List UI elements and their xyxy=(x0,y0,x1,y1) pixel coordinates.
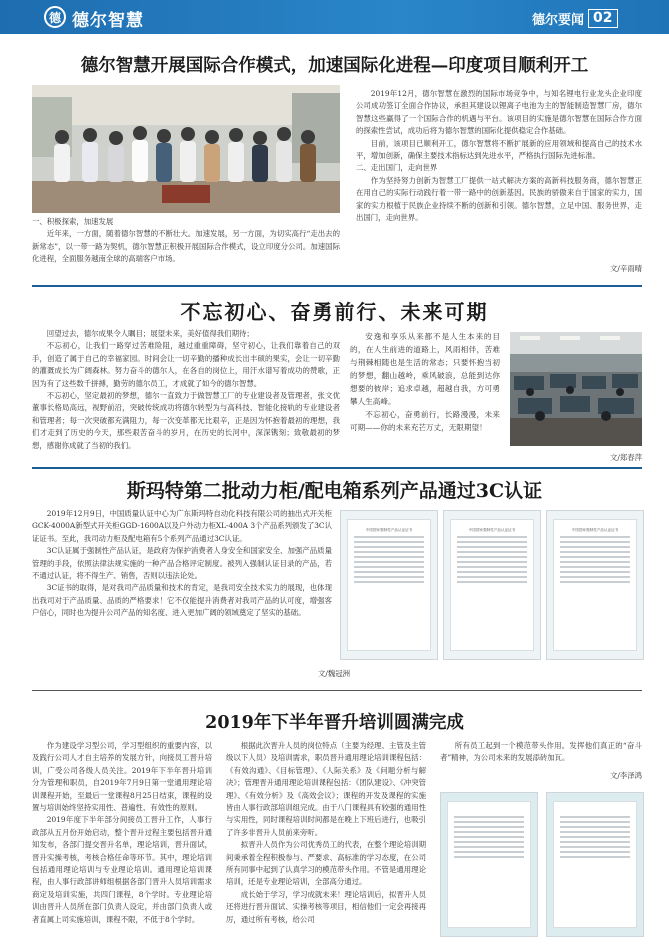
article2-para: 不忘初心，让我们一路穿过苦难险阻，越过重重障碍，坚守初心，让我们靠着自己的双手，创造了属于自己的幸福家园。时间会让一切辛勤的播种成长出丰硕的果实，会让一切辛勤的灌溉成长为广阔森林。努力奋斗的德尔人，在各自的岗位上，用汗水谱写着成功的赞歌，正因为有了这些数千拼搏，勤劳的德尔员工，才成就了如今的德尔智慧。 xyxy=(32,341,340,388)
article4-title: 2019年下半年晋升培训圆满完成 xyxy=(205,713,464,733)
article3-para: 3C证书的取得，是对我司产品质量和技术的肯定，是我司安全技术实力的展现，也体现出我司对于产品质量、品质的严格要求！它不仅能提升消费者对我司产品的认可度，增强客户信心，同时也为提升公司产品的知名度、进入更加广阔的领域奠定了坚实的基础。 xyxy=(32,583,332,618)
article1-left-para: 近年来，一方面，随着德尔智慧的不断壮大。加速发展，另一方面，为切实高行“走出去的新常态”，以一带一路为契机，德尔智慧正积极开展国际合作模式，设立印度分公司。加速国际化进程，全面服务越南全球的高端客户市场。 xyxy=(32,229,340,264)
certificate-3 xyxy=(546,510,644,660)
article4-col1 xyxy=(32,740,212,926)
article1-left-text xyxy=(32,216,340,266)
group-photo-image xyxy=(32,85,340,213)
brand-name: 德尔智慧 xyxy=(72,11,144,31)
article1-title: 德尔智慧开展国际合作模式，加速国际化进程—印度项目顺利开工 xyxy=(80,56,589,76)
article4-para: 拟晋升人员作为公司优秀员工的代表，在整个理论培训期间秉承着全程积极参与、严要求、高标准的学习态度，在公司所有同事中起到了认真学习的模范带头作用。不管是通用理论培训，还是专业理论培训，全部高分通过。 xyxy=(226,840,426,887)
certificate-1 xyxy=(340,510,438,660)
article1-right-para: 2019年12月，德尔智慧在激烈的国际市场竞争中，与知名锂电行业龙头企业印度公司成功签订全面合作协议，承担其建设以锂离子电池为主的智能制造智慧厂房，德尔智慧这些赢得了一个国际合作的机遇与平台。该项目的实施是德尔智慧在国际合作方面的探索性尝试，成功后将为德尔智慧的国际化提供稳定合作基础。 xyxy=(356,89,642,136)
training-certificate-2 xyxy=(546,792,644,937)
cert-header: 中国国家强制性产品认证证书 xyxy=(468,528,516,532)
logo-icon: 德 xyxy=(44,6,66,28)
article2-left-text xyxy=(32,328,340,452)
divider xyxy=(32,690,642,691)
article2-para: 回望过去，德尔成果令人瞩目；展望未来，美好值得我们期待； xyxy=(46,329,254,338)
divider xyxy=(32,467,642,469)
article2-right-text xyxy=(350,330,500,434)
article2-title: 不忘初心、奋勇前行、未来可期 xyxy=(180,300,489,324)
article1-right-text xyxy=(356,88,642,224)
article3-title: 斯玛特第二批动力柜/配电箱系列产品通过3C认证 xyxy=(126,480,543,502)
article4-para: 2019年度下半年部分间接员工晋升工作，人事行政部从五月份开始启动，整个晋升过程主要包括晋升通知发布，各部门提交晋升名单，理论培训，晋升面试，晋升实操考核，考核合格任命等环节。其中，理论培训包括通用理论培训与专业理论培训。通用理论培训课程，由人事行政部讲师组根据各部门晋升人员培训需求商定及培训实施，共四门课程，8个学时。专业理论培训由晋升人员所在部门负责人设定，并由部门负责人或者直属上司实施培训，课程不限，不低于8个学时。 xyxy=(32,815,212,924)
divider xyxy=(32,285,642,287)
section-tag xyxy=(532,8,618,28)
article2-para: 安逸和享乐从来都不是人生本来的目的，在人生前进的道路上，风雨相伴，苦难与荆棘相随也是生活的常态；只要怀抱当初的梦想，翻山越岭，乘风破浪，总能到达你想要的彼岸；追求卓越，超越自我，方可勇攀人生高峰。 xyxy=(350,332,500,406)
cert-header: 中国国家强制性产品认证证书 xyxy=(365,528,413,532)
article4-para: 根据此次晋升人员的岗位特点（主要为经理、主管及主管级以下人员）及培训需求，职员晋升通用理论培训课程包括：《有效沟通》、《目标管理》、《人际关系》及《问题分析与解决》；管理晋升通用理论培训课程包括：《团队建设》、《冲突管理》、《有效分析》及《高效会议》；课程的开发及课程的实施皆由人事行政部培训组完成。由于八门课程具有较强的通用性与实用性，同时课程培训时间都是在晚上下班后进行，也吸引了许多非晋升人员前来旁听。 xyxy=(226,741,426,837)
article2-author: 文/郑春萍 xyxy=(609,453,642,462)
article1-right-para: 作为坚持努力创新为智慧工厂提供一站式解决方案的高新科技服务商，德尔智慧正在用自己的实际行动践行着一带一路中的创新基因。民族的骄傲来自于国家的实力，国家的实力根植于民族企业持续不断的创新和引领。德尔智慧，立足中国、服务世界，走出国门，走向世界。 xyxy=(356,175,642,223)
article4-col3 xyxy=(440,740,642,765)
section-label: 德尔要闻 xyxy=(532,12,585,28)
article2-para: 不忘初心，坚定最初的梦想，德尔一直致力于做智慧工厂的专业建设者及管理者，张文优董事长格局高远，视野前沿，突破传统成功将德尔转型为与高科技、智能化接轨的专业建设者和管理者；每一次突破都充满阻力，每一次变革都无比艰辛，正是因为怀抱着最初的理想，我们才走到了历史的今天，那些艰苦奋斗的岁月，在历史的长河中，深深镌刻；致敬最初的梦想，感谢你成就了当初的我们。 xyxy=(32,391,340,450)
article3-para: 2019年12月9日，中国质量认证中心为广东斯玛特自动化科技有限公司的抽出式开关柜GCK-4000A新型式开关柜GGD-1600A以及户外动力柜XL-400A 3个产品系列颁发了3C认证证书。至此，我司动力柜及配电箱有5个系列产品通过3C认证。 xyxy=(32,509,332,543)
article3-text xyxy=(32,508,332,620)
certificate-2 xyxy=(443,510,541,660)
article4-para: 成长始于学习，学习成就未来！理论培训后，拟晋升人员还将进行晋升面试、实操考核等项目，相信他们一定会再接再厉，通过所有考核，给公司 xyxy=(226,889,426,924)
page-number: 02 xyxy=(588,9,617,28)
article3-author: 文/魏冠洲 xyxy=(317,669,350,678)
article1-author: 文/辛雨晴 xyxy=(609,264,642,273)
article1-subhead: 一、积极探索，加速发展 xyxy=(32,217,114,226)
article2-para: 不忘初心，奋勇前行，长路漫漫，未来可期——你的未来充芒万丈，无限期望！ xyxy=(350,410,500,432)
training-certificate-1 xyxy=(440,792,538,937)
office-image xyxy=(510,332,642,446)
article4-author: 文/李泽鸿 xyxy=(609,771,642,780)
india-team-photo xyxy=(32,85,340,213)
article4-para: 作为建设学习型公司，学习型组织的重要内容，以及践行公司人才自主培养的发展方针，向接员工晋升培训，广受公司各级人员关注。2019年下半年晋升培训分为管理和职员，自2019年7月9日第一堂通用理论培训课程开始，至最后一堂课程8月25日结束，课程的设置与培训始终坚持实用性、普遍性、有效性的原则。 xyxy=(32,741,212,813)
article1-right-para: 目前，该项目已顺利开工，德尔智慧将不断扩展新的应用领域和提高自己的技术水平，增加创新，确保主要技术指标达到先进水平，严格执行国际先进标准。 xyxy=(356,138,642,161)
office-photo xyxy=(510,332,642,446)
article4-para: 所有员工起到一个模范带头作用。发挥他们真正的“奋斗者”精神，为公司未来的发展添砖加瓦。 xyxy=(440,741,642,763)
article3-para: 3C认证属于强制性产品认证，是政府为保护消费者人身安全和国家安全、加强产品质量管理的手段，依照法律法规实施的一种产品合格评定制度。被列入强制认证目录的产品，若不通过认证，将不得生产、销售，否则以违法论处。 xyxy=(32,546,332,581)
article4-col2 xyxy=(226,740,426,926)
cert-header: 中国国家强制性产品认证证书 xyxy=(571,528,619,532)
article1-subhead2: 二、走出国门，走向世界 xyxy=(356,163,438,173)
